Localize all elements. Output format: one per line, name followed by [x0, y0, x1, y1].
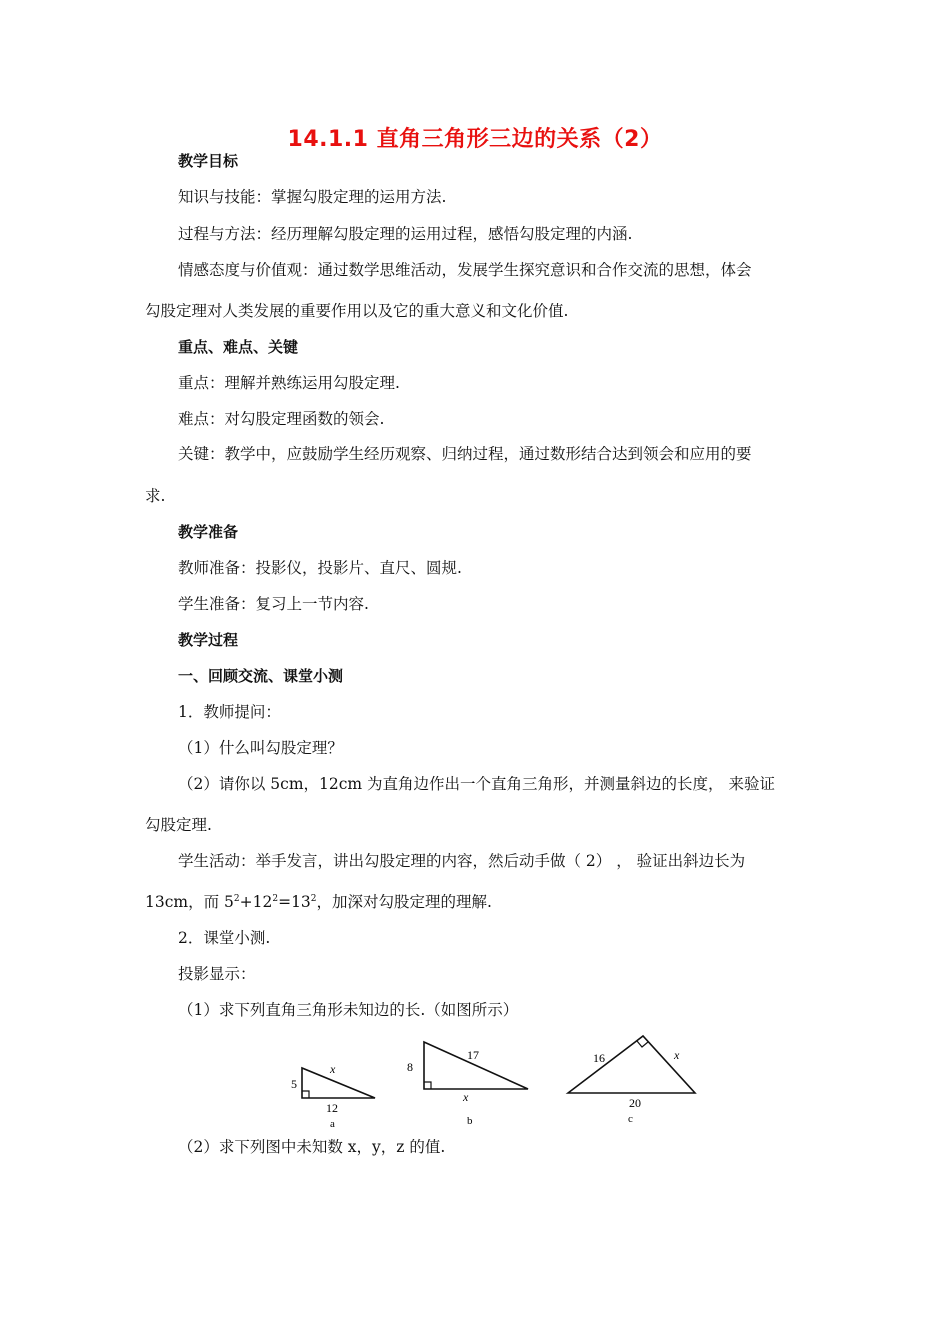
- caption-b: b: [467, 1115, 473, 1127]
- right-angle-mark-b: [424, 1082, 431, 1089]
- activity-text-b: +12: [239, 893, 273, 911]
- label-b-8: 8: [407, 1060, 413, 1074]
- goals-attitude-line2: 勾股定理对人类发展的重要作用以及它的重大意义和文化价值.: [145, 302, 569, 320]
- item1: 1．教师提问：: [178, 703, 281, 721]
- question2-line1: （2）请你以 5cm，12cm 为直角边作出一个直角三角形，并测量斜边的长度， 来验证: [178, 775, 775, 793]
- keypoints-heading: 重点、难点、关键: [178, 338, 299, 356]
- question2-line2: 勾股定理.: [145, 816, 212, 834]
- keypoints-focus: 重点：理解并熟练运用勾股定理.: [178, 374, 400, 392]
- caption-c: c: [628, 1113, 633, 1125]
- process-heading: 教学过程: [178, 631, 239, 649]
- right-angle-mark-a: [302, 1091, 309, 1098]
- activity-text-a: 13cm，而 5: [145, 893, 234, 911]
- activity-line2: [145, 891, 492, 913]
- preparation-student: 学生准备：复习上一节内容.: [178, 595, 369, 613]
- caption-a: a: [330, 1118, 335, 1130]
- triangle-figures: [280, 1030, 720, 1130]
- preparation-teacher: 教师准备：投影仪，投影片、直尺、圆规.: [178, 559, 462, 577]
- task1: （1）求下列直角三角形未知边的长.（如图所示）: [178, 1001, 519, 1019]
- exponent-3: 2: [310, 893, 317, 904]
- right-angle-mark-c: [637, 1041, 648, 1047]
- exponent-1: 2: [233, 893, 240, 904]
- figure-b: [407, 1042, 528, 1127]
- label-b-17: 17: [467, 1048, 479, 1062]
- goals-knowledge: 知识与技能：掌握勾股定理的运用方法.: [178, 188, 447, 206]
- goals-attitude-line1: 情感态度与价值观：通过数学思维活动，发展学生探究意识和合作交流的思想，体会: [178, 261, 752, 279]
- question1: （1）什么叫勾股定理？: [178, 739, 343, 757]
- label-c-x: x: [674, 1048, 680, 1062]
- keypoints-key-line2: 求.: [145, 487, 166, 505]
- goals-heading: 教学目标: [178, 152, 239, 170]
- triangle-c: [568, 1036, 695, 1093]
- label-b-x: x: [463, 1090, 469, 1104]
- label-a-x: x: [330, 1062, 336, 1076]
- label-a-5: 5: [291, 1077, 297, 1091]
- activity-line1: 学生活动：举手发言，讲出勾股定理的内容，然后动手做（ 2） ， 验证出斜边长为: [178, 852, 746, 870]
- keypoints-difficulty: 难点：对勾股定理函数的领会.: [178, 410, 385, 428]
- activity-text-c: =13: [278, 893, 311, 911]
- label-c-20: 20: [629, 1096, 641, 1110]
- keypoints-key-line1: 关键：教学中，应鼓励学生经历观察、归纳过程，通过数形结合达到领会和应用的要: [178, 445, 752, 463]
- task2: （2）求下列图中未知数 x，y，z 的值.: [178, 1138, 446, 1156]
- page-title: 14.1.1 直角三角形三边的关系（2）: [287, 127, 663, 152]
- part1-heading: 一、回顾交流、课堂小测: [178, 667, 344, 685]
- label-a-12: 12: [326, 1101, 338, 1115]
- item2: 2．课堂小测.: [178, 929, 271, 947]
- preparation-heading: 教学准备: [178, 523, 239, 541]
- figure-a: [291, 1062, 375, 1130]
- exponent-2: 2: [272, 893, 279, 904]
- projection-label: 投影显示：: [178, 965, 256, 983]
- activity-text-d: ，加深对勾股定理的理解.: [316, 893, 492, 911]
- label-c-16: 16: [593, 1051, 605, 1065]
- triangle-a: [302, 1068, 375, 1098]
- figure-c: [568, 1036, 695, 1125]
- goals-process: 过程与方法：经历理解勾股定理的运用过程，感悟勾股定理的内涵.: [178, 225, 633, 243]
